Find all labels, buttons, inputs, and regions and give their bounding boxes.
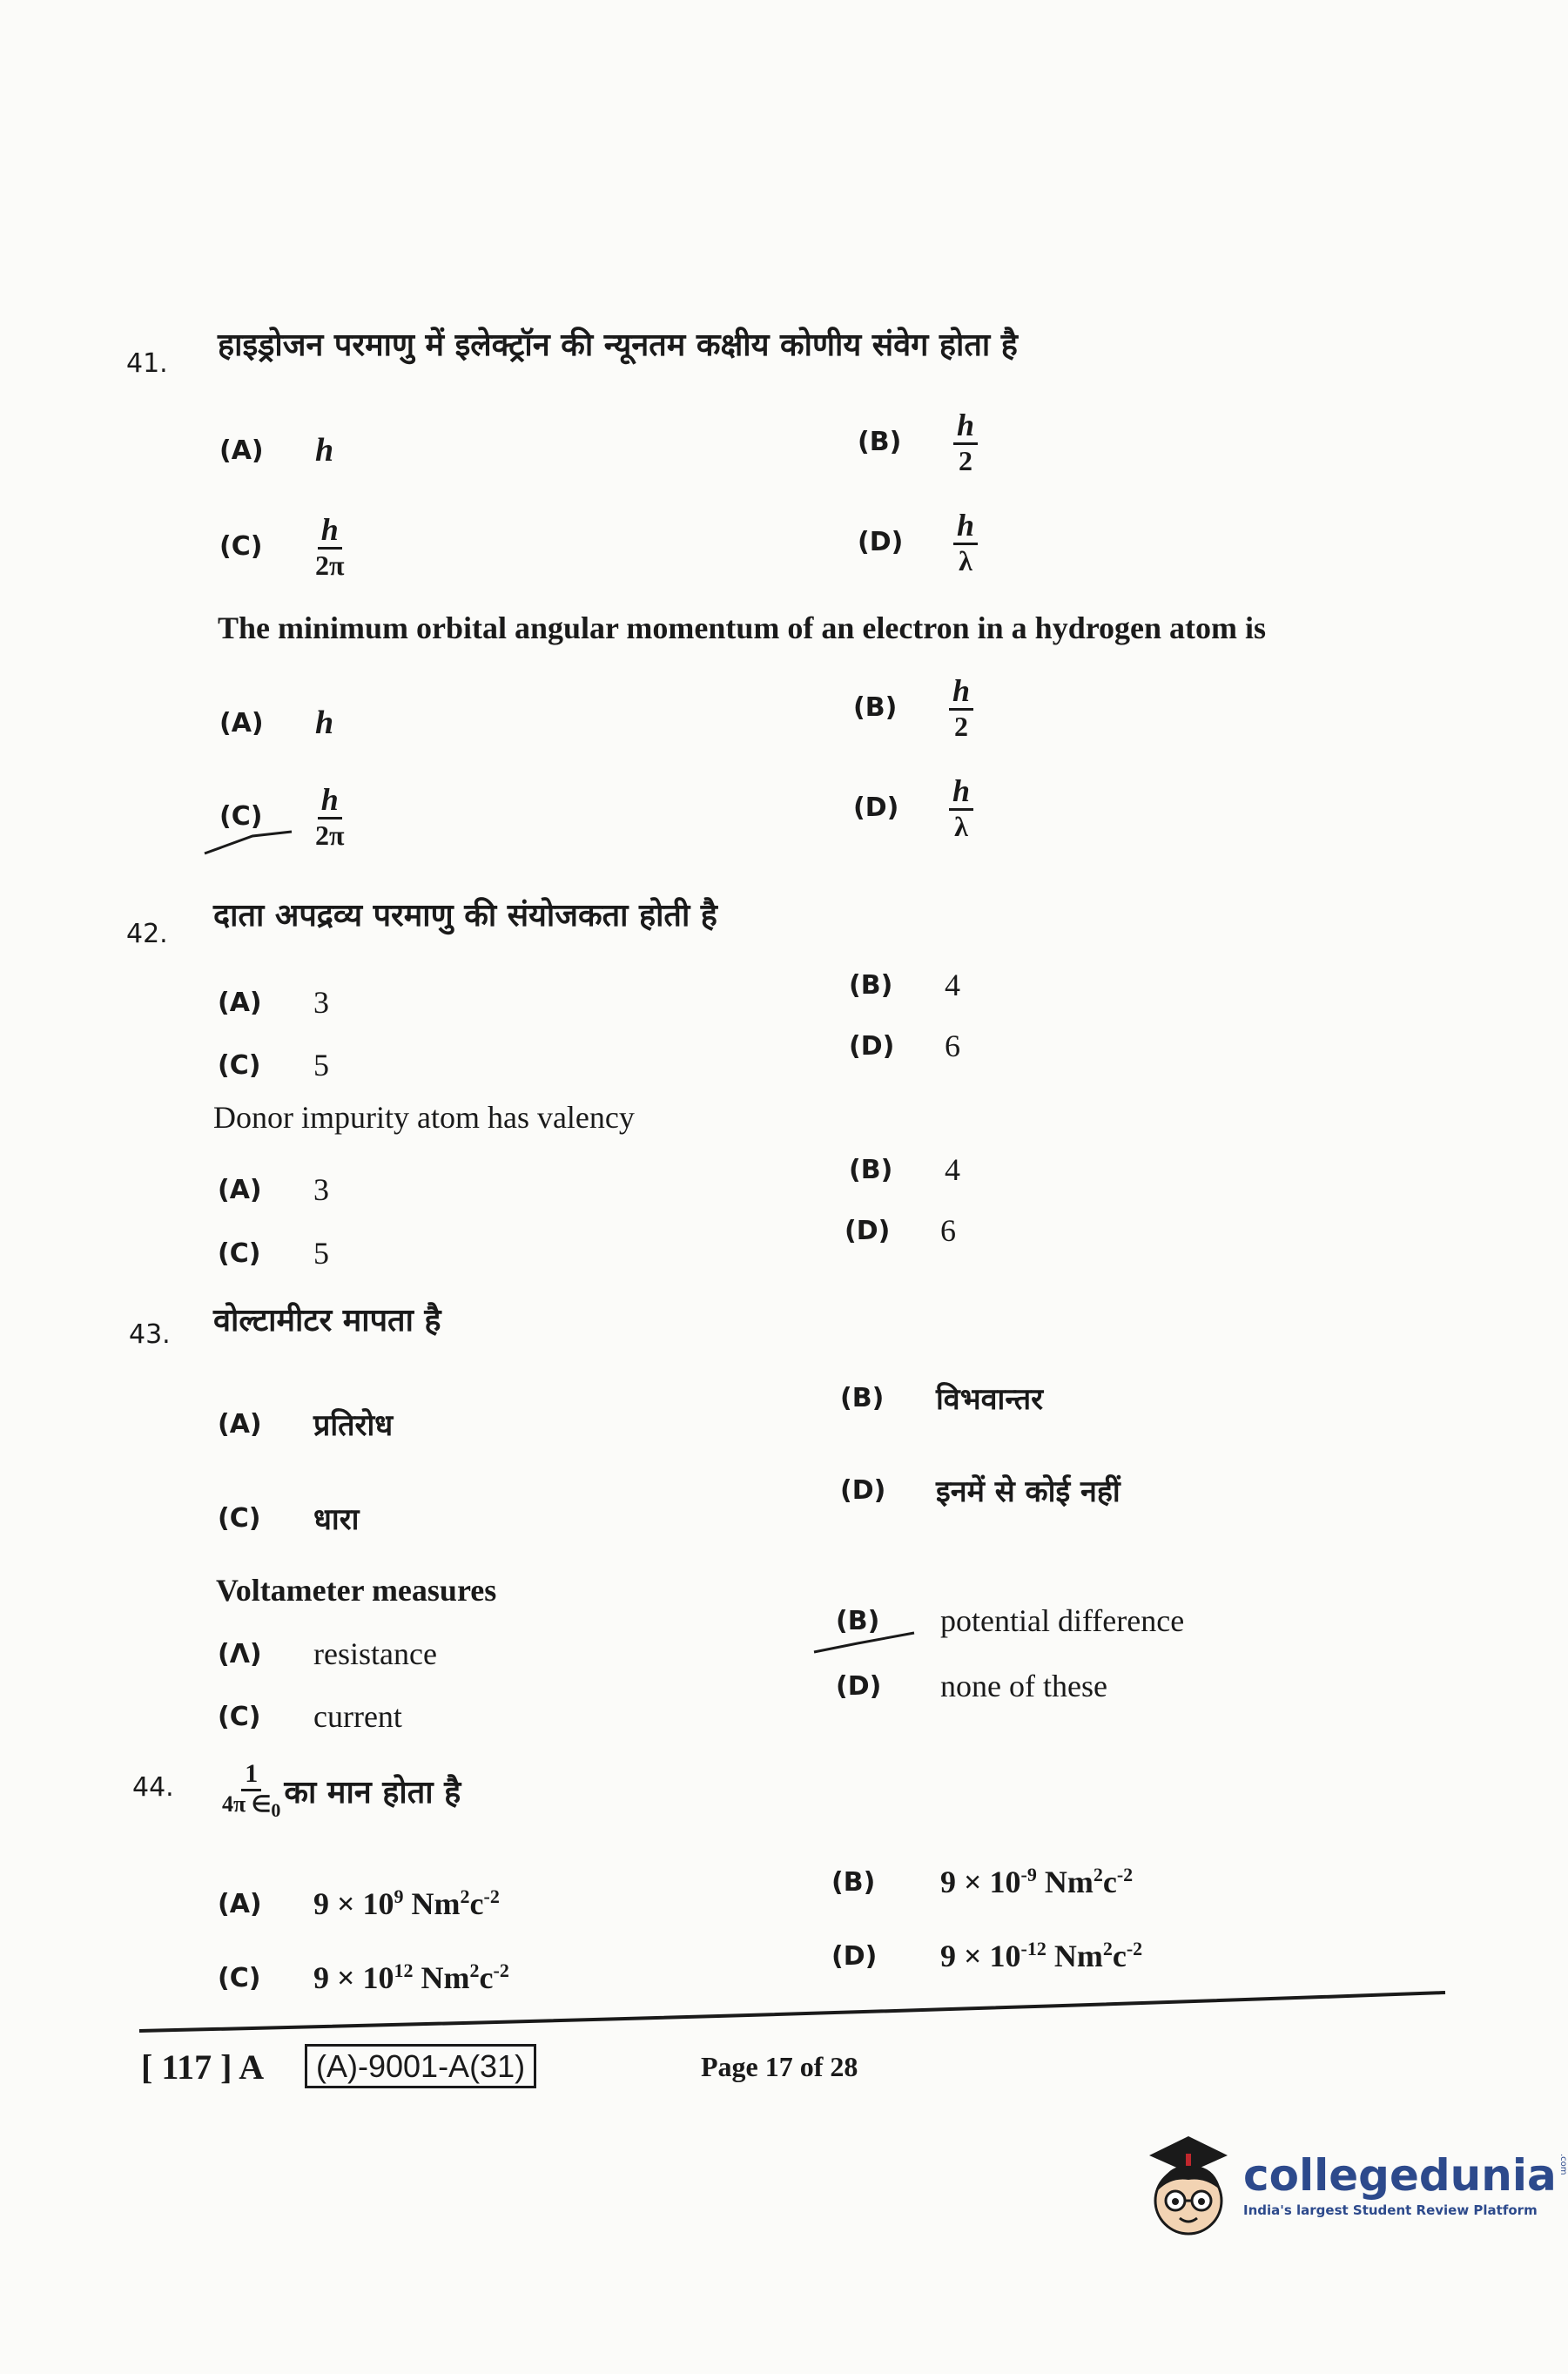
option-value: प्रतिरोध — [313, 1408, 394, 1443]
answer-tick-mark — [200, 814, 296, 858]
option-label: (D) — [845, 1215, 891, 1246]
q44-option-a — [218, 1885, 500, 1922]
q42-en-option-a — [218, 1171, 329, 1208]
option-value: 6 — [945, 1029, 960, 1063]
page-number: Page 17 of 28 — [701, 2051, 858, 2082]
q43-hi-option-d — [840, 1470, 1120, 1510]
q41-hi-option-a — [219, 431, 333, 469]
option-label: (B) — [840, 1382, 885, 1413]
option-label: (C) — [219, 801, 263, 832]
option-label: (D) — [858, 527, 904, 557]
option-label: (A) — [219, 707, 264, 739]
option-label: (D) — [836, 1670, 882, 1702]
q41-en-option-b — [853, 675, 973, 740]
logo-tagline: India's largest Student Review Platform — [1243, 2202, 1538, 2218]
answer-tick-mark — [810, 1624, 923, 1659]
option-value: h — [315, 432, 334, 469]
option-label: (D) — [853, 792, 899, 823]
question-42-number: 42. — [126, 919, 168, 949]
q42-en-option-c — [218, 1235, 329, 1271]
option-value: $9 \times 10^{-12}$ $Nm^2c^{-2}$ — [940, 1938, 1143, 1973]
fraction: $\frac{h}{2}$ — [949, 675, 973, 740]
q43-en-option-c — [218, 1698, 402, 1735]
option-label: (A) — [218, 1174, 262, 1205]
q41-en-option-a — [219, 704, 333, 742]
question-44-number: 44. — [132, 1772, 174, 1803]
question-43-number: 43. — [129, 1319, 171, 1350]
option-value: 3 — [313, 985, 329, 1020]
option-label: (B) — [849, 969, 893, 1001]
logo-text — [1243, 2150, 1568, 2218]
option-value: resistance — [313, 1636, 437, 1671]
option-value: h — [315, 705, 334, 741]
question-43-hindi: वोल्टामीटर मापता है — [213, 1303, 441, 1339]
option-value: 5 — [313, 1236, 329, 1271]
q43-hi-option-a — [218, 1404, 393, 1444]
option-value: $9 \times 10^9$ $Nm^2c^{-2}$ — [313, 1885, 500, 1921]
fraction: $\frac{h}{\lambda}$ — [949, 775, 973, 840]
footer-paper-id: [ 117 ] A — [141, 2047, 265, 2087]
fraction: $\frac{h}{2\pi}$ — [315, 782, 345, 851]
option-value: 3 — [313, 1172, 329, 1207]
q43-hi-option-c — [218, 1498, 359, 1538]
fraction: $\frac{h}{\lambda}$ — [953, 509, 978, 575]
question-41-hindi: हाइड्रोजन परमाणु में इलेक्ट्रॉन की न्यूनतम कक्षीय कोणीय संवेग होता है — [218, 327, 1018, 363]
option-value: विभवान्तर — [936, 1382, 1044, 1417]
mascot-icon — [1141, 2129, 1236, 2242]
footer-code-box: (A)-9001-A(31) — [305, 2044, 536, 2088]
q42-hi-option-c — [218, 1047, 329, 1083]
option-value: current — [313, 1699, 402, 1734]
question-42-english: Donor impurity atom has valency — [213, 1100, 635, 1135]
option-value: इनमें से कोई नहीं — [936, 1474, 1120, 1509]
option-label: (B) — [858, 427, 902, 457]
q42-hi-option-d — [849, 1028, 960, 1064]
question-41-english: The minimum orbital angular momentum of an electron in a hydrogen atom is — [218, 610, 1267, 645]
q44-option-d — [831, 1938, 1142, 1974]
option-value: potential difference — [940, 1603, 1185, 1638]
option-value: $9 \times 10^{-9}$ $Nm^2c^{-2}$ — [940, 1864, 1134, 1899]
option-label: (A) — [218, 1408, 262, 1440]
option-label: (B) — [831, 1866, 876, 1898]
q41-hi-option-d — [858, 509, 978, 575]
option-label: (C) — [219, 531, 263, 562]
logo-com: .com — [1558, 2154, 1568, 2175]
q41-hi-option-c — [219, 514, 345, 579]
question-43-english: Voltameter measures — [216, 1573, 497, 1608]
q41-en-option-d — [853, 775, 973, 840]
option-label: (A) — [218, 987, 262, 1018]
option-label: (C) — [218, 1701, 261, 1732]
option-label: (D) — [840, 1474, 886, 1506]
option-value: 6 — [940, 1213, 956, 1248]
option-value: 5 — [313, 1048, 329, 1082]
q44-option-b — [831, 1864, 1133, 1900]
q42-en-option-d — [845, 1212, 956, 1249]
question-42-hindi: दाता अपद्रव्य परमाणु की संयोजकता होती है — [213, 898, 717, 934]
option-label: (C) — [218, 1049, 261, 1081]
option-value: none of these — [940, 1669, 1107, 1703]
option-label: (B) — [849, 1154, 893, 1185]
option-label: (A) — [218, 1888, 262, 1919]
fraction: $\frac{1}{4\pi \in_0}$ — [222, 1759, 281, 1822]
collegedunia-logo — [1141, 2129, 1568, 2242]
q43-en-option-a — [218, 1635, 437, 1672]
question-41-number: 41. — [126, 348, 168, 379]
option-label: (Λ) — [218, 1638, 262, 1669]
option-label: (D) — [849, 1030, 895, 1062]
q43-hi-option-b — [840, 1378, 1043, 1418]
footer-code — [305, 2048, 536, 2085]
option-label: (B) — [836, 1605, 880, 1636]
question-44-stem: का मान होता है — [284, 1774, 461, 1811]
option-label: (C) — [218, 1962, 261, 1993]
q42-hi-option-a — [218, 984, 329, 1021]
option-label: (C) — [218, 1502, 261, 1534]
question-44-hindi — [222, 1761, 461, 1820]
q42-en-option-b — [849, 1151, 960, 1188]
option-value: 4 — [945, 1152, 960, 1187]
option-value: $9 \times 10^{12}$ $Nm^2c^{-2}$ — [313, 1959, 509, 1995]
option-value: धारा — [313, 1502, 360, 1537]
q43-en-option-d — [836, 1668, 1107, 1704]
logo-name: collegedunia — [1243, 2150, 1557, 2201]
q41-hi-option-b — [858, 409, 978, 475]
option-label: (B) — [853, 692, 898, 723]
option-label: (A) — [219, 435, 264, 466]
fraction: $\frac{h}{2\pi}$ — [315, 512, 345, 581]
fraction: $\frac{h}{2}$ — [953, 409, 978, 475]
option-value: 4 — [945, 968, 960, 1002]
option-label: (D) — [831, 1940, 878, 1972]
q42-hi-option-b — [849, 967, 960, 1003]
option-label: (C) — [218, 1238, 261, 1269]
